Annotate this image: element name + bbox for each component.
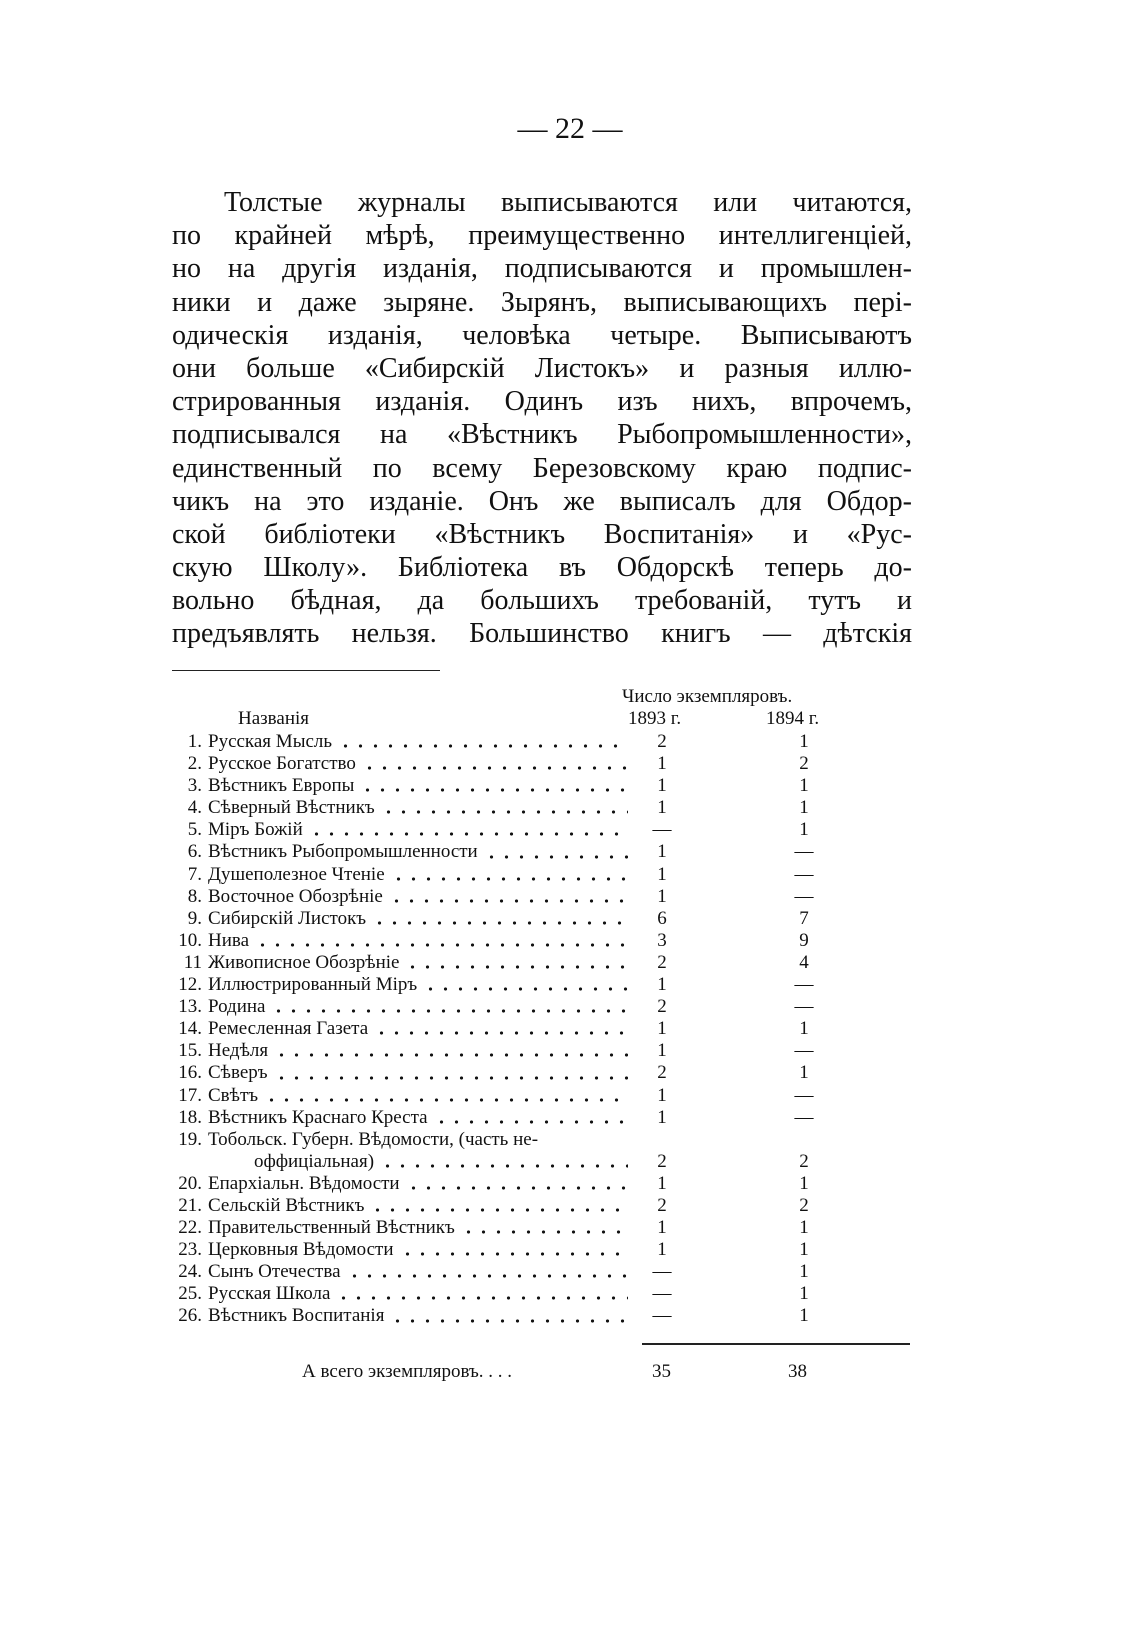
paragraph-line: стрированныя изданія. Одинъ изъ нихъ, впрочемъ, [172,386,912,418]
row-name-text: Свѣтъ [208,1084,259,1106]
value-1894: 2 [799,1150,809,1172]
row-name-text: Родина [208,996,266,1018]
value-1893: 1 [657,775,667,797]
row-name-text: Иллюстрированный Міръ [208,974,418,996]
value-1893: 1 [657,1106,667,1128]
leader-dots [360,788,628,792]
row-name [208,753,628,775]
footnote-divider [172,670,440,671]
row-name [208,1040,628,1062]
row-number: 15. [178,1040,202,1062]
row-name-text: Живописное Обозрѣніе [208,951,400,973]
table-row [164,1173,864,1195]
leader-dots [274,1076,628,1080]
paragraph-line: ники и даже зыряне. Зырянъ, выписывающихъ пері- [172,286,912,318]
row-name [208,819,628,841]
row-name [208,974,628,996]
table-row [164,908,864,930]
row-name [208,797,628,819]
row-name [208,1107,628,1129]
paragraph-line: вольно бѣдная, да большихъ требованій, тутъ и [172,585,912,617]
value-1894: — [794,841,814,863]
row-name [208,1239,628,1261]
value-1893: 1 [657,1239,667,1261]
table-row [164,797,864,819]
value-1894: — [794,1084,814,1106]
row-name [208,1129,628,1151]
table-row [164,1261,864,1283]
row-number: 7. [187,863,202,885]
value-1893: 2 [657,996,667,1018]
row-name-text: Русское Богатство [208,753,356,775]
row-number: 23. [178,1239,202,1261]
value-1894: 1 [799,1172,809,1194]
row-name [208,841,628,863]
total-1894: 38 [788,1361,807,1382]
value-1894: — [794,996,814,1018]
row-number: 3. [187,775,202,797]
value-1893: 2 [657,951,667,973]
value-1894: — [794,1106,814,1128]
row-name [208,731,628,753]
leader-dots [274,1053,628,1057]
row-name-text: Недѣля [208,1040,269,1062]
row-name-text: Вѣстникъ Воспитанія [208,1305,385,1327]
row-name [208,1283,628,1305]
value-1893: — [652,1305,672,1327]
table-row [164,930,864,952]
value-1893: 6 [657,907,667,929]
row-number: 12. [178,974,202,996]
paragraph-line: одическія изданія, человѣка четыре. Выписываютъ [172,319,912,351]
value-1894: 1 [799,1239,809,1261]
value-1893: 1 [657,974,667,996]
row-name-text: Ремесленная Газета [208,1018,369,1040]
leader-dots [255,943,628,947]
value-1894: 9 [799,929,809,951]
row-number: 20. [178,1172,202,1194]
value-1894: 1 [799,731,809,752]
value-1893: 1 [657,1040,667,1062]
row-number: 19. [178,1128,202,1150]
row-number: 25. [178,1283,202,1305]
row-name-text: Сѣверъ [208,1062,268,1084]
table-row [164,864,864,886]
leader-dots [347,1274,628,1278]
row-name-text: Восточное Обозрѣніе [208,885,383,907]
table-row [164,1239,864,1261]
row-number: 2. [187,753,202,775]
leader-dots [372,921,628,925]
value-1893: 1 [657,1172,667,1194]
leader-dots [434,1120,628,1124]
row-name [208,1195,628,1217]
row-name-text: Сѣверный Вѣстникъ [208,797,375,819]
row-name-text: Вѣстникъ Рыбопромышленности [208,841,478,863]
row-name-text: Правительственный Вѣстникъ [208,1217,455,1239]
row-number: 6. [187,841,202,863]
row-number: 5. [187,819,202,841]
table-header-name: Названія [238,708,309,729]
paragraph-line: но на другія изданія, подписываются и промышлен- [172,253,912,285]
row-name [208,864,628,886]
value-1893: 1 [657,1084,667,1106]
value-1893: — [652,1261,672,1283]
row-name-text: Тобольск. Губерн. Вѣдомости, (часть не- [208,1128,539,1150]
paragraph-line: предъявлять нельзя. Большинство книгъ — дѣтскія [172,618,912,650]
row-number: 14. [178,1018,202,1040]
leader-dots [484,855,628,859]
row-name [208,886,628,908]
row-number: 8. [187,885,202,907]
value-1894: 7 [799,907,809,929]
row-name-text: Русская Школа [208,1283,331,1305]
table-row [164,731,864,753]
leader-dots [423,987,628,991]
value-1893: 2 [657,1150,667,1172]
table-row [164,886,864,908]
value-1893: 2 [657,1194,667,1216]
row-name-text: Епархіальн. Вѣдомости [208,1172,400,1194]
table-row [164,1040,864,1062]
row-name-text: Міръ Божій [208,819,303,841]
table-row [164,1305,864,1327]
value-1894: — [794,885,814,907]
row-name-text: Церковныя Вѣдомости [208,1239,394,1261]
leader-dots [390,1319,628,1323]
value-1894: 1 [799,1018,809,1040]
value-1894: 1 [799,819,809,841]
row-name [208,1085,628,1107]
value-1894: 1 [799,775,809,797]
value-1894: 1 [799,1261,809,1283]
value-1894: — [794,863,814,885]
value-1893: — [652,819,672,841]
row-name-cont-text: оффиціальная) [254,1150,375,1172]
row-name [208,930,628,952]
row-name [208,996,628,1018]
value-1893: 1 [657,841,667,863]
value-1894: — [794,974,814,996]
value-1894: — [794,1040,814,1062]
row-name [208,1261,628,1283]
row-name [208,1062,628,1084]
paragraph-line: ской библіотеки «Вѣстникъ Воспитанія» и «Рус- [172,518,912,550]
row-number: 17. [178,1084,202,1106]
value-1894: 2 [799,1194,809,1216]
row-number: 16. [178,1062,202,1084]
paragraph-line: по крайней мѣрѣ, преимущественно интеллигенціей, [172,220,912,252]
value-1893: 2 [657,731,667,752]
row-name [208,1217,628,1239]
value-1893: 1 [657,1217,667,1239]
row-number: 18. [178,1106,202,1128]
row-name [208,1305,628,1327]
value-1893: 3 [657,929,667,951]
leader-dots [406,1186,628,1190]
value-1893: 2 [657,1062,667,1084]
leader-dots [405,965,628,969]
row-name [208,775,628,797]
paragraph-line: Толстые журналы выписываются или читаются, [224,187,912,218]
value-1893: 1 [657,863,667,885]
leader-dots [362,766,628,770]
periodicals-table [164,731,864,1328]
leader-dots [391,877,628,881]
row-number: 1. [187,731,202,752]
value-1894: 1 [799,797,809,819]
paragraph-line: скую Школу». Библіотека въ Обдорскѣ теперь до- [172,552,912,584]
value-1894: 1 [799,1062,809,1084]
row-name-text: Сибирскій Листокъ [208,907,367,929]
table-row [164,1283,864,1305]
row-number: 4. [187,797,202,819]
row-name [208,1018,628,1040]
paragraph-line: единственный по всему Березовскому краю подпис- [172,452,912,484]
table-row-continuation [164,1151,864,1173]
row-name-text: Душеполезное Чтеніе [208,863,385,885]
table-row [164,1217,864,1239]
table-row [164,974,864,996]
body-paragraph [172,186,912,651]
row-name-cont [254,1151,628,1173]
row-number: 26. [178,1305,202,1327]
value-1893: — [652,1283,672,1305]
leader-dots [389,899,628,903]
leader-dots [338,744,628,748]
total-1893: 35 [652,1361,671,1382]
value-1893: 1 [657,797,667,819]
row-name-text: Сельскій Вѣстникъ [208,1194,365,1216]
table-header-1894: 1894 г. [766,708,820,729]
row-number: 11 [183,951,202,973]
table-row [164,1062,864,1084]
table-row [164,1107,864,1129]
total-divider [642,1343,910,1345]
value-1894: 1 [799,1283,809,1305]
table-row [164,1085,864,1107]
table-header-1893: 1893 г. [628,708,682,729]
paragraph-line: чикъ на это изданіе. Онъ же выписалъ для Обдор- [172,485,912,517]
row-number: 21. [178,1194,202,1216]
table-row [164,819,864,841]
value-1893: 1 [657,753,667,775]
total-label: А всего экземпляровъ. . . . [302,1361,513,1382]
leader-dots [264,1098,628,1102]
leader-dots [336,1296,628,1300]
row-number: 10. [178,929,202,951]
row-name-text: Вѣстникъ Краснаго Креста [208,1106,428,1128]
leader-dots [271,1009,628,1013]
value-1894: 1 [799,1217,809,1239]
table-row [164,1018,864,1040]
row-number: 22. [178,1217,202,1239]
table-row [164,1195,864,1217]
table-row [164,841,864,863]
leader-dots [461,1230,628,1234]
paragraph-line: подписывался на «Вѣстникъ Рыбопромышленности», [172,419,912,451]
row-name-text: Вѣстникъ Европы [208,775,355,797]
table-header-group: Число экземпляровъ. [622,686,793,707]
leader-dots [374,1031,628,1035]
row-name-text: Нива [208,929,250,951]
paragraph-line: они больше «Сибирскій Листокъ» и разныя иллю- [172,352,912,384]
table-row [164,775,864,797]
row-name-text: Русская Мысль [208,731,333,752]
row-number: 13. [178,996,202,1018]
value-1894: 2 [799,753,809,775]
leader-dots [370,1208,628,1212]
value-1894: 4 [799,951,809,973]
row-name [208,1173,628,1195]
row-name [208,908,628,930]
table-row [164,1129,864,1151]
row-name [208,952,628,974]
leader-dots [400,1252,628,1256]
table-row [164,753,864,775]
leader-dots [309,832,628,836]
leader-dots [381,810,628,814]
value-1894: 1 [799,1305,809,1327]
leader-dots [380,1164,628,1168]
page-number: — 22 — [517,112,623,145]
row-name-text: Сынъ Отечества [208,1261,341,1283]
value-1893: 1 [657,885,667,907]
value-1893: 1 [657,1018,667,1040]
table-row [164,996,864,1018]
row-number: 9. [187,907,202,929]
row-number: 24. [178,1261,202,1283]
table-row [164,952,864,974]
